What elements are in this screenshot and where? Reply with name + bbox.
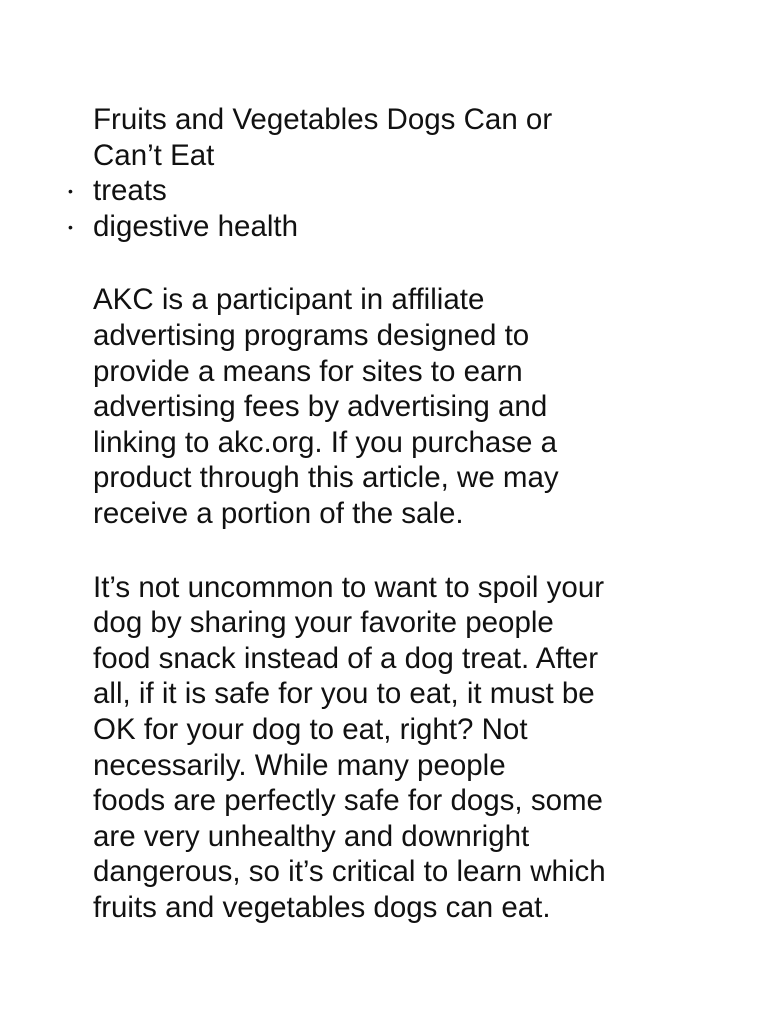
tag-list bbox=[68, 173, 693, 244]
text-line: dog by sharing your favorite people bbox=[93, 606, 554, 640]
text-line: linking to akc.org. If you purchase a bbox=[93, 425, 558, 459]
tag-item-treats[interactable] bbox=[68, 173, 693, 209]
article-title-line: Can’t Eat bbox=[93, 138, 215, 172]
bullet-icon: • bbox=[68, 183, 73, 200]
text-line: AKC is a participant in affiliate bbox=[93, 283, 485, 317]
affiliate-disclosure bbox=[93, 282, 693, 531]
text-line: provide a means for sites to earn bbox=[93, 354, 523, 388]
text-line: foods are perfectly safe for dogs, some bbox=[93, 784, 603, 818]
article-body bbox=[68, 102, 693, 925]
text-line: receive a portion of the sale. bbox=[93, 496, 464, 530]
text-line: advertising programs designed to bbox=[93, 318, 530, 352]
text-line: all, if it is safe for you to eat, it must be bbox=[93, 677, 595, 711]
text-line: fruits and vegetables dogs can eat. bbox=[93, 890, 551, 924]
intro-paragraph bbox=[93, 570, 693, 926]
text-line: It’s not uncommon to want to spoil your bbox=[93, 570, 605, 604]
bullet-icon: • bbox=[68, 218, 73, 235]
text-line: product through this article, we may bbox=[93, 461, 559, 495]
article-title-line: Fruits and Vegetables Dogs Can or bbox=[93, 103, 553, 136]
text-line: food snack instead of a dog treat. After bbox=[93, 641, 599, 675]
tag-label: treats bbox=[93, 174, 167, 208]
text-line: are very unhealthy and downright bbox=[93, 819, 530, 853]
article-title bbox=[93, 102, 693, 173]
text-line: advertising fees by advertising and bbox=[93, 390, 548, 424]
text-line: dangerous, so it’s critical to learn which bbox=[93, 855, 606, 889]
text-line: necessarily. While many people bbox=[93, 748, 506, 782]
tag-label: digestive health bbox=[93, 209, 299, 243]
tag-item-digestive-health[interactable] bbox=[68, 209, 693, 245]
text-line: OK for your dog to eat, right? Not bbox=[93, 712, 528, 746]
